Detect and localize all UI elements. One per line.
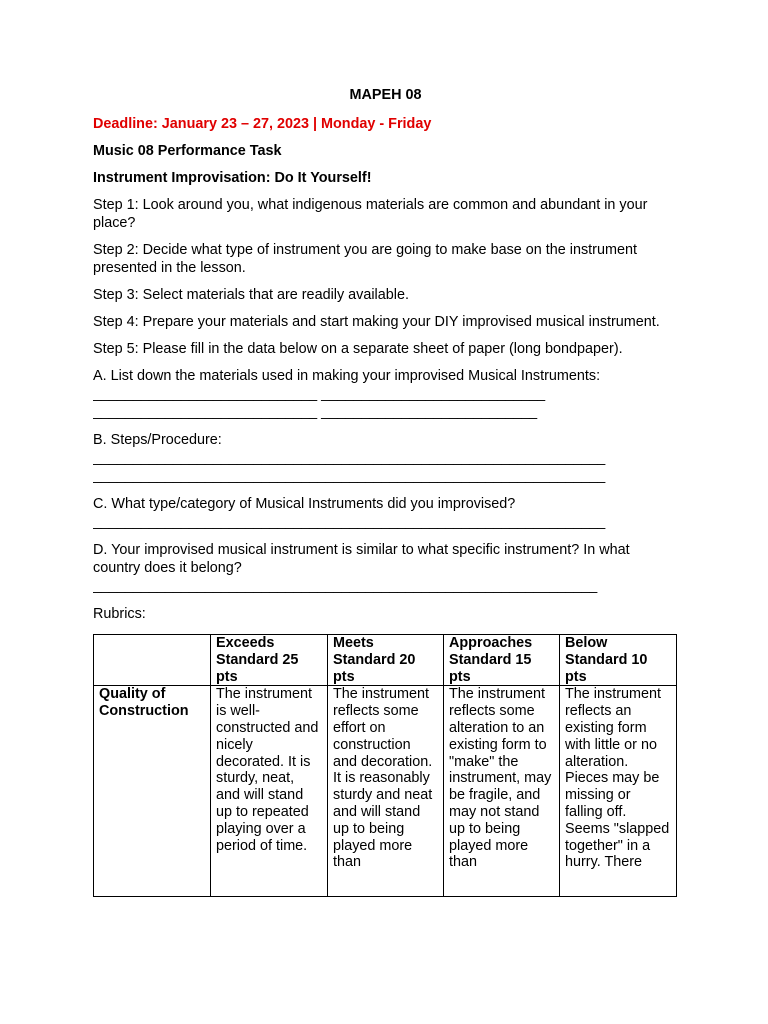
step-1: Step 1: Look around you, what indigenous materials are common and abundant in your place? xyxy=(93,197,648,231)
answer-line-a2: ____________________________ ___________________________ xyxy=(93,404,538,420)
rubric-criterion: Quality of Construction xyxy=(94,686,211,897)
rubric-row-quality xyxy=(94,686,677,897)
question-c: C. What type/category of Musical Instruments did you improvised? xyxy=(93,496,516,512)
step-5: Step 5: Please fill in the data below on a separate sheet of paper (long bondpaper). xyxy=(93,341,623,357)
rubric-header-row xyxy=(94,635,677,686)
answer-line-b1: ________________________________________________________________ xyxy=(93,450,606,466)
rubric-table xyxy=(93,634,677,897)
rubric-cell-below: The instrument reflects an existing form with little or no alteration. Pieces may be missing or falling off. Seems "slapped together" in a hurry. There xyxy=(560,686,677,897)
question-b: B. Steps/Procedure: xyxy=(93,432,222,448)
question-a: A. List down the materials used in making your improvised Musical Instruments: xyxy=(93,368,601,384)
task-subtitle: Music 08 Performance Task xyxy=(93,143,282,159)
deadline-text: Deadline: January 23 – 27, 2023 | Monday - Friday xyxy=(93,116,432,132)
question-d: D. Your improvised musical instrument is similar to what specific instrument? In what country does it belong? xyxy=(93,542,630,576)
answer-line-a1: ____________________________ ____________________________ xyxy=(93,386,546,402)
rubric-header-approaches: Approaches Standard 15 pts xyxy=(444,635,560,686)
rubric-cell-approaches: The instrument reflects some alteration to an existing form to "make" the instrument, may be fragile, and may not stand up to being played more than xyxy=(444,686,560,897)
answer-line-c1: ________________________________________________________________ xyxy=(93,514,606,530)
rubric-cell-exceeds: The instrument is well-constructed and nicely decorated. It is sturdy, neat, and will stand up to repeated playing over a period of time. xyxy=(211,686,328,897)
document-page xyxy=(93,86,678,897)
step-3: Step 3: Select materials that are readily available. xyxy=(93,287,409,303)
answer-line-d1: _______________________________________________________________ xyxy=(93,578,598,594)
task-title: Instrument Improvisation: Do It Yourself! xyxy=(93,170,372,186)
answer-line-b2: ________________________________________________________________ xyxy=(93,468,606,484)
rubric-header-below: Below Standard 10 pts xyxy=(560,635,677,686)
rubric-header-meets: Meets Standard 20 pts xyxy=(328,635,444,686)
rubric-header-empty xyxy=(94,635,211,686)
step-4: Step 4: Prepare your materials and start making your DIY improvised musical instrument. xyxy=(93,314,660,330)
step-2: Step 2: Decide what type of instrument you are going to make base on the instrument presented in the lesson. xyxy=(93,242,637,276)
document-title: MAPEH 08 xyxy=(349,87,422,103)
rubrics-label: Rubrics: xyxy=(93,606,146,622)
rubric-cell-meets: The instrument reflects some effort on construction and decoration. It is reasonably sturdy and neat and will stand up to being played more than xyxy=(328,686,444,897)
rubric-header-exceeds: Exceeds Standard 25 pts xyxy=(211,635,328,686)
